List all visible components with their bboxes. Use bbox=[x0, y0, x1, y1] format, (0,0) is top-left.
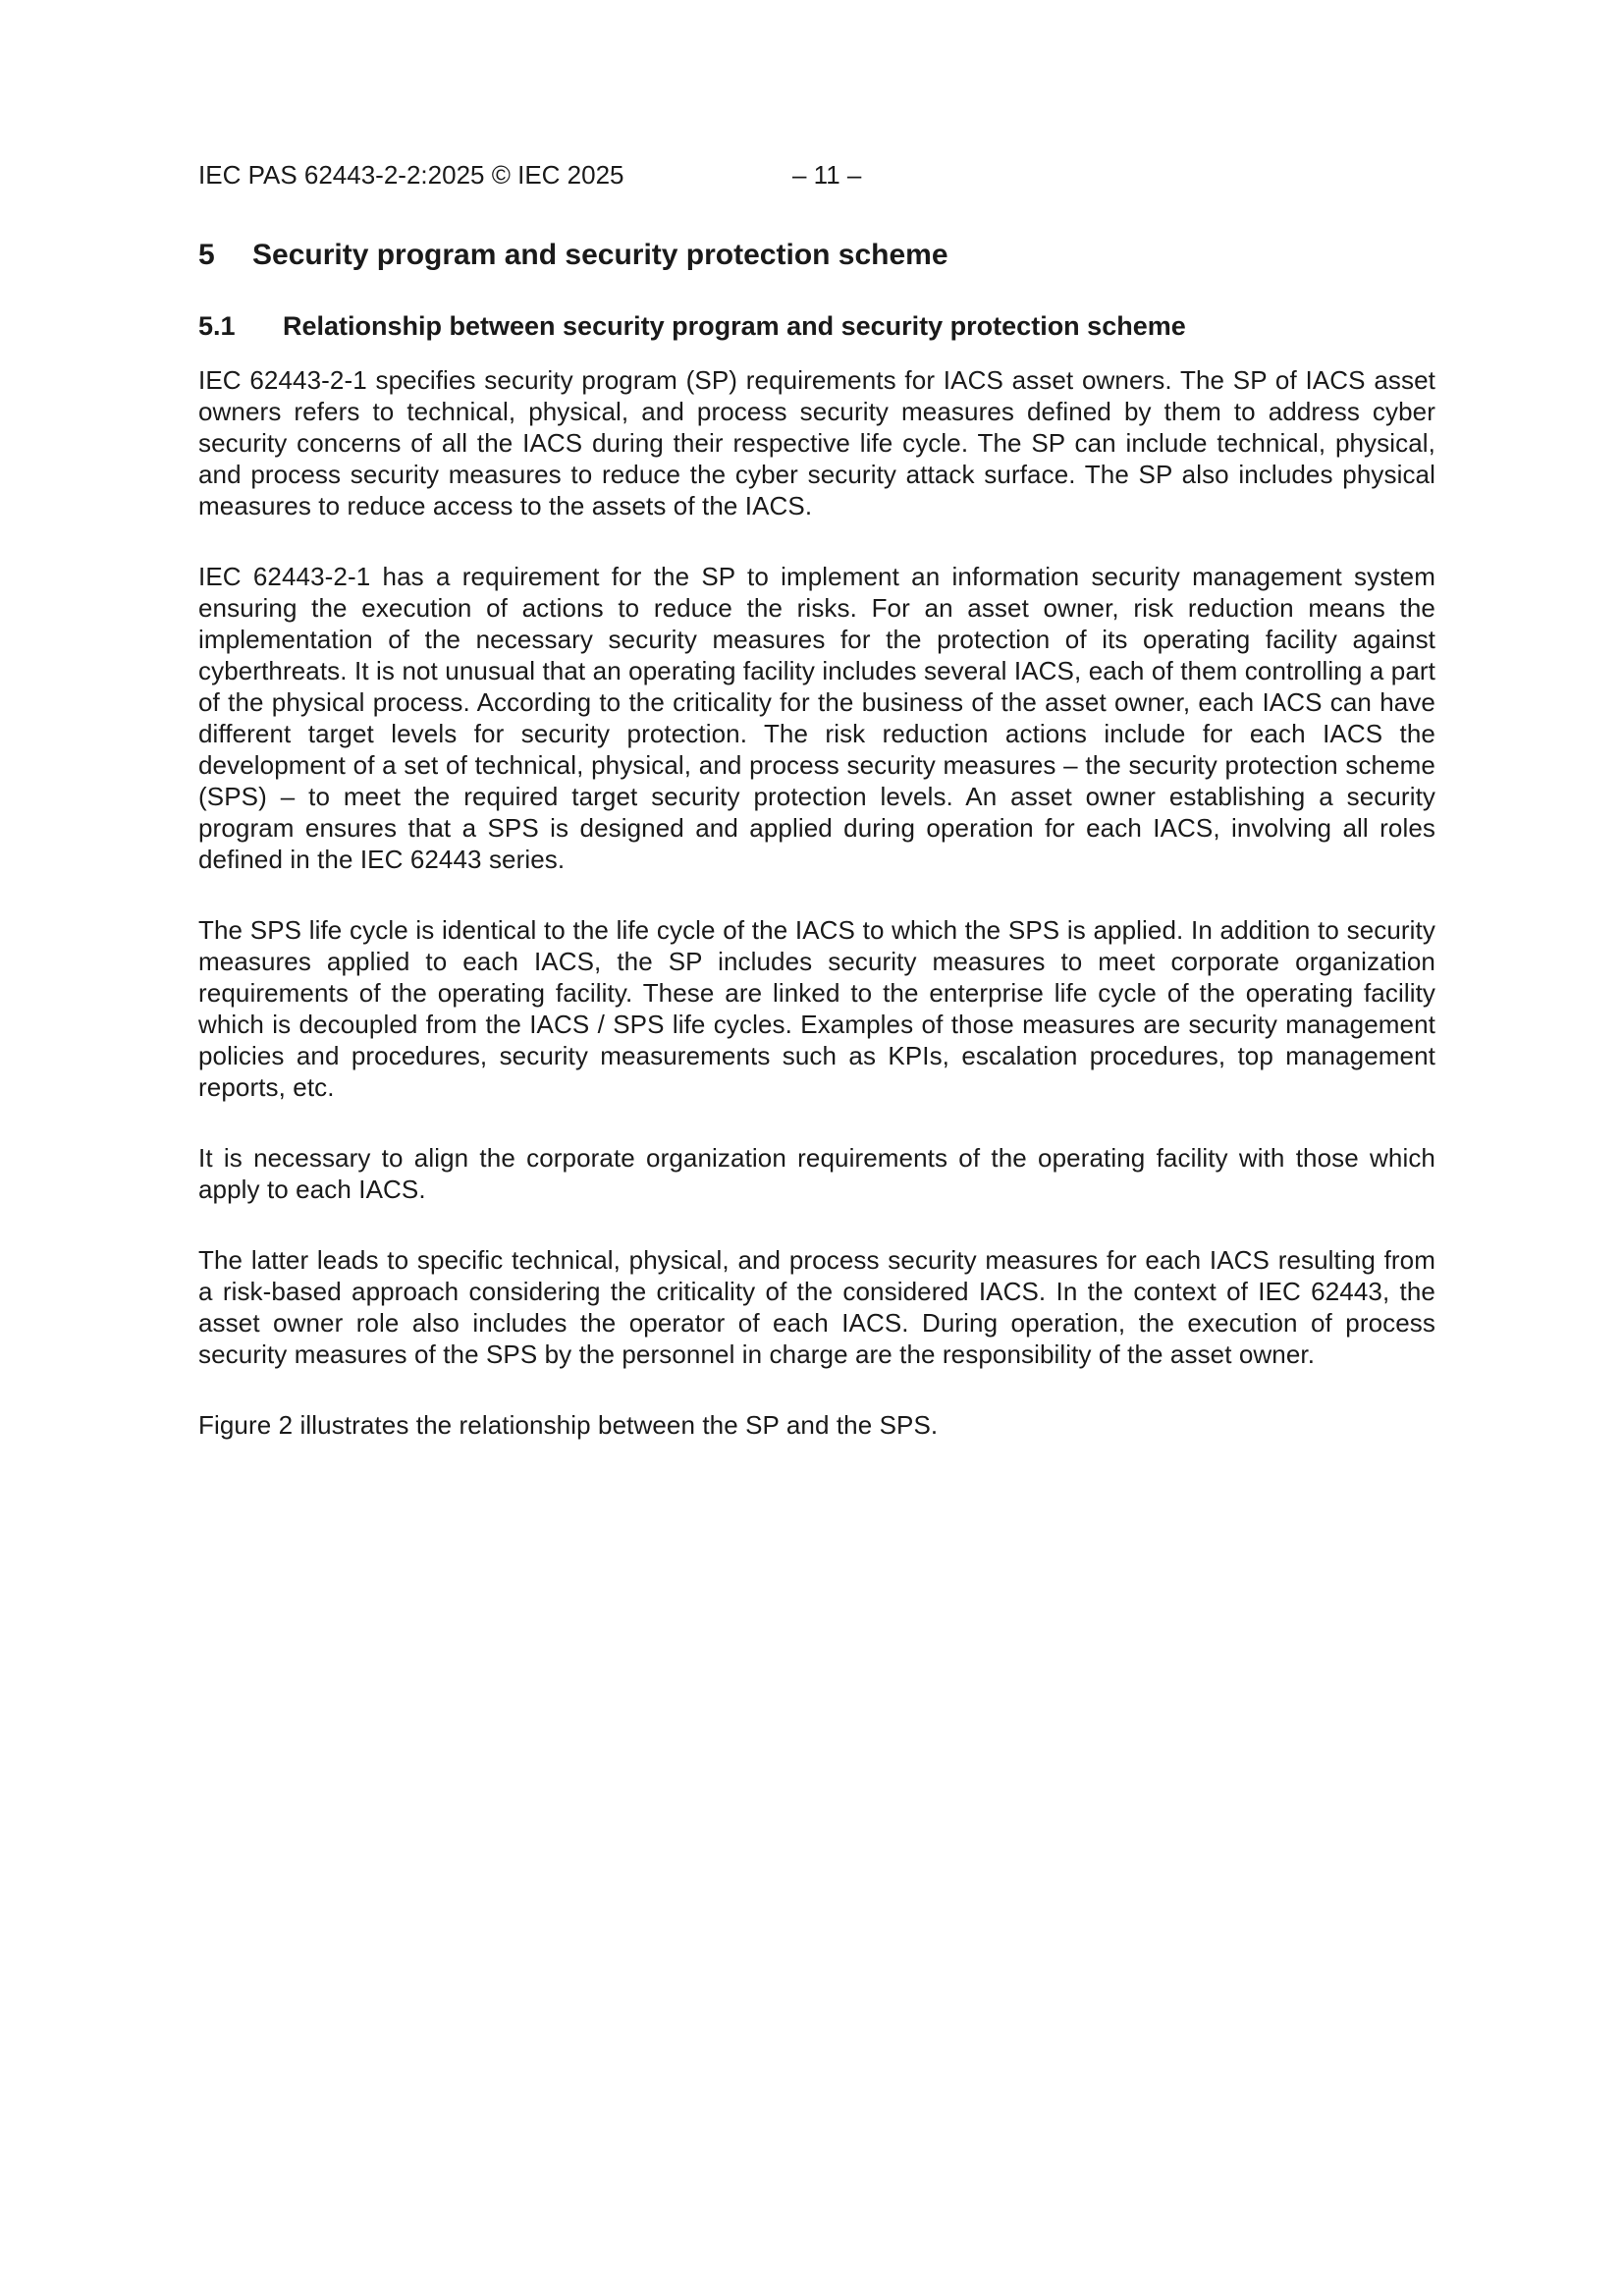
page-number: – 11 – bbox=[792, 160, 862, 190]
paragraph: IEC 62443-2-1 specifies security program (SP) requirements for IACS asset owners. The SP of IACS asset owners refers to technical, physical, and process security measures defined by them to address cyber security concerns of all the IACS during their respective life cycle. The SP can include technical, physical, and process security measures to reduce the cyber security attack surface. The SP also includes physical measures to reduce access to the assets of the IACS. bbox=[198, 365, 1435, 520]
page-header bbox=[198, 159, 862, 191]
subsection-title: Relationship between security program and security protection scheme bbox=[283, 311, 1186, 341]
section-title: Security program and security protection scheme bbox=[252, 239, 948, 271]
document-id: IEC PAS 62443-2-2:2025 © IEC 2025 bbox=[198, 160, 624, 190]
paragraph: The SPS life cycle is identical to the life cycle of the IACS to which the SPS is applied. In addition to security measures applied to each IACS, the SP includes security measures to meet corporate organization requirements of the operating facility. These are linked to the enterprise life cycle of the operating facility which is decoupled from the IACS / SPS life cycles. Examples of those measures are security management policies and procedures, security measurements such as KPIs, escalation procedures, top management reports, etc. bbox=[198, 915, 1435, 1102]
paragraph: Figure 2 illustrates the relationship between the SP and the SPS. bbox=[198, 1410, 939, 1440]
subsection-heading bbox=[198, 308, 1435, 344]
paragraph: The latter leads to specific technical, physical, and process security measures for each IACS resulting from a risk-based approach considering the criticality of the considered IACS. In the context of IEC 62443, the asset owner role also includes the operator of each IACS. During operation, the execution of process security measures of the SPS by the personnel in charge are the responsibility of the asset owner. bbox=[198, 1245, 1435, 1369]
paragraph: IEC 62443-2-1 has a requirement for the SP to implement an information security management system ensuring the execution of actions to reduce the risks. For an asset owner, risk reduction means the implementation of the necessary security measures for the protection of its operating facility against cyberthreats. It is not unusual that an operating facility includes several IACS, each of them controlling a part of the physical process. According to the criticality for the business of the asset owner, each IACS can have different target levels for security protection. The risk reduction actions include for each IACS the development of a set of technical, physical, and process security measures – the security protection scheme (SPS) – to meet the required target security protection levels. An asset owner establishing a security program ensures that a SPS is designed and applied during operation for each IACS, involving all roles defined in the IEC 62443 series. bbox=[198, 562, 1435, 874]
section-number: 5 bbox=[198, 239, 215, 271]
paragraph: It is necessary to align the corporate organization requirements of the operating facility with those which apply to each IACS. bbox=[198, 1143, 1435, 1204]
page-content bbox=[198, 236, 1435, 1441]
section-heading bbox=[198, 236, 1435, 275]
subsection-number: 5.1 bbox=[198, 311, 236, 341]
